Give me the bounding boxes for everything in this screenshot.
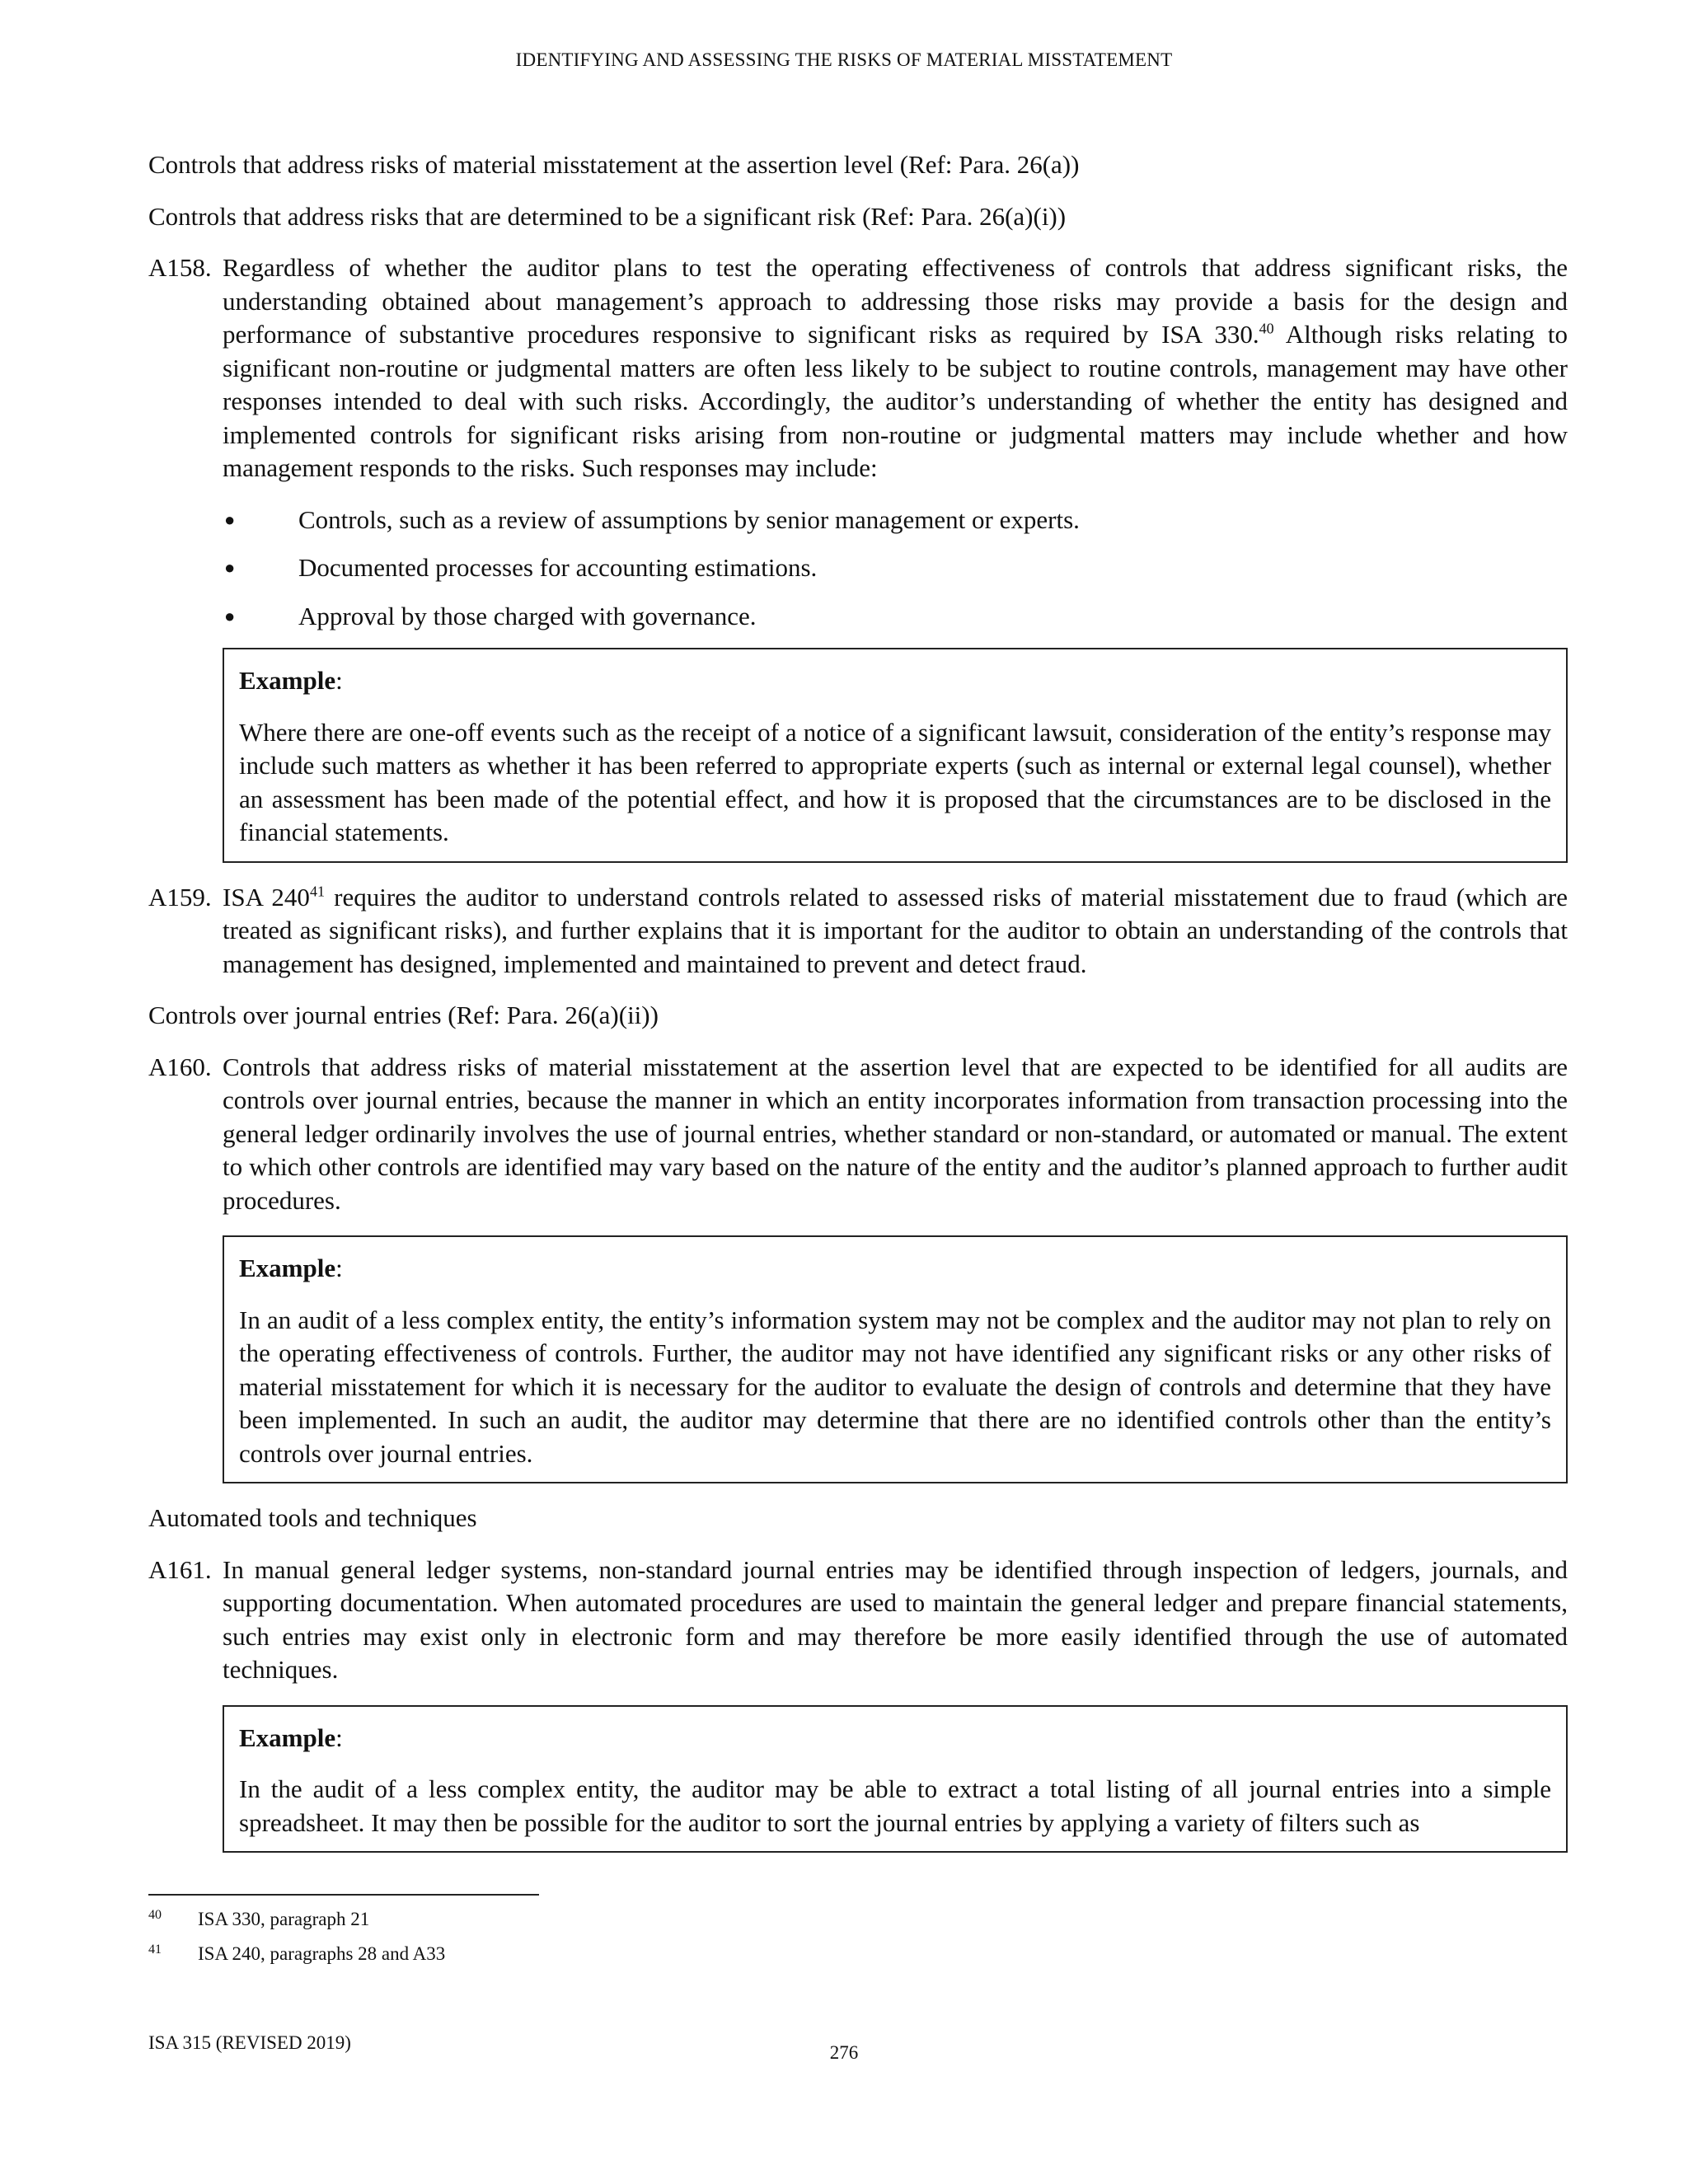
footnote-ref-40[interactable]: 40 bbox=[1259, 320, 1274, 337]
subheading-assertion-level: Controls that address risks of material misstatement at the assertion level (Ref: Para. 26(a)) bbox=[148, 150, 1080, 179]
footnote-number: 41 bbox=[148, 1943, 162, 1957]
paragraph-number: A161. bbox=[148, 1554, 212, 1584]
footnote-41 bbox=[148, 1943, 445, 1966]
bullet-icon: ● bbox=[224, 557, 236, 578]
example-box-lawsuit bbox=[223, 648, 1568, 863]
bullet-icon: ● bbox=[224, 605, 236, 626]
subheading-automated-tools: Automated tools and techniques bbox=[148, 1503, 477, 1532]
subheading-significant-risk: Controls that address risks that are determined to be a significant risk (Ref: Para. 26(a)(i)) bbox=[148, 201, 1067, 231]
example-text: In an audit of a less complex entity, the entity’s information system may not be complex and the auditor may not plan to rely on the operating effectiveness of controls. Further, the auditor may not have identified any significant risks or any other risks of material misstatement for which it is necessary for the auditor to evaluate the design of controls and determine that they have been implemented. In such an audit, the auditor may determine that there are no identified controls other than the entity’s controls over journal entries. bbox=[239, 1305, 1551, 1468]
paragraph-a158 bbox=[148, 251, 1568, 485]
footnote-text: ISA 240, paragraphs 28 and A33 bbox=[198, 1943, 446, 1964]
list-item bbox=[223, 600, 1568, 634]
response-list bbox=[148, 504, 1568, 634]
footnote-text: ISA 330, paragraph 21 bbox=[198, 1909, 370, 1929]
paragraph-a160 bbox=[148, 1051, 1568, 1218]
paragraph-a161 bbox=[148, 1554, 1568, 1687]
example-box-spreadsheet bbox=[223, 1705, 1568, 1854]
example-label: Example: bbox=[239, 1722, 343, 1752]
list-item-text: Documented processes for accounting estimations. bbox=[298, 553, 818, 582]
subheading-journal-entries: Controls over journal entries (Ref: Para. 26(a)(ii)) bbox=[148, 1001, 659, 1029]
page-content bbox=[148, 148, 1568, 1871]
footnote-divider bbox=[148, 1894, 539, 1896]
paragraph-text: ISA 240 bbox=[223, 882, 310, 912]
footnotes bbox=[148, 1908, 445, 1977]
example-text: Where there are one-off events such as the receipt of a notice of a significant lawsuit, consideration of the entity’s response may include such matters as whether it has been referred to appropriate experts (such as internal or external legal counsel), whether an assessment has been made of the potential effect, and how it is proposed that the circumstances are to be disclosed in the financial statements. bbox=[239, 717, 1551, 846]
bullet-icon: ● bbox=[224, 509, 236, 530]
list-item bbox=[223, 551, 1568, 585]
paragraph-text: Controls that address risks of material misstatement at the assertion level that are expected to be identified for all audits are controls over journal entries, because the manner in which an entity incorporates information from transaction processing into the general ledger ordinarily involves the use of journal entries, whether standard or non-standard, or automated or manual. The extent to which other controls are identified may vary based on the nature of the entity and the auditor’s planned approach to further audit procedures. bbox=[223, 1052, 1568, 1215]
page-number: 276 bbox=[829, 2042, 859, 2063]
paragraph-text: requires the auditor to understand controls related to assessed risks of material misstatement due to fraud (which are treated as significant risks), and further explains that it is important for the auditor to obtain an understanding of the controls that management has designed, implemented and maintained to prevent and detect fraud. bbox=[223, 882, 1568, 978]
example-text: In the audit of a less complex entity, the auditor may be able to extract a total listing of all journal entries into a simple spreadsheet. It may then be possible for the auditor to sort the journal entries by applying a variety of filters such as bbox=[239, 1774, 1551, 1837]
example-box-less-complex-entity bbox=[223, 1235, 1568, 1483]
paragraph-body bbox=[223, 881, 1568, 982]
paragraph-number: A158. bbox=[148, 253, 212, 282]
example-label: Example: bbox=[239, 666, 343, 695]
footer-standard-name: ISA 315 (REVISED 2019) bbox=[148, 2032, 351, 2053]
paragraph-a159 bbox=[148, 881, 1568, 982]
list-item-text: Approval by those charged with governance. bbox=[298, 601, 757, 630]
list-item bbox=[223, 504, 1568, 537]
paragraph-number: A159. bbox=[148, 882, 212, 912]
paragraph-text: Regardless of whether the auditor plans to test the operating effectiveness of controls that address significant risks, the understanding obtained about management’s approach to addressing those risks may provide a basis for the design and performance of substantive procedures responsive to significant risks as required by ISA 330. bbox=[223, 253, 1568, 349]
list-item-text: Controls, such as a review of assumptions by senior management or experts. bbox=[298, 504, 1080, 534]
footnote-ref-41[interactable]: 41 bbox=[309, 883, 325, 900]
footnote-40 bbox=[148, 1908, 445, 1931]
paragraph-body bbox=[223, 251, 1568, 485]
example-label: Example: bbox=[239, 1254, 343, 1282]
paragraph-text: Although risks relating to significant non-routine or judgmental matters are often less likely to be subject to routine controls, management may have other responses intended to deal with such risks. Accordingly, the auditor’s understanding of whether the entity has designed and implemented controls for significant risks arising from non-routine or judgmental matters may include whether and how management responds to the risks. Such responses may include: bbox=[223, 320, 1568, 482]
paragraph-text: In manual general ledger systems, non-standard journal entries may be identified through inspection of ledgers, journals, and supporting documentation. When automated procedures are used to maintain the general ledger and prepare financial statements, such entries may exist only in electronic form and may therefore be more easily identified through the use of automated techniques. bbox=[223, 1554, 1568, 1684]
running-header: IDENTIFYING AND ASSESSING THE RISKS OF MATERIAL MISSTATEMENT bbox=[515, 49, 1173, 70]
footnote-number: 40 bbox=[148, 1908, 162, 1922]
paragraph-number: A160. bbox=[148, 1052, 212, 1081]
